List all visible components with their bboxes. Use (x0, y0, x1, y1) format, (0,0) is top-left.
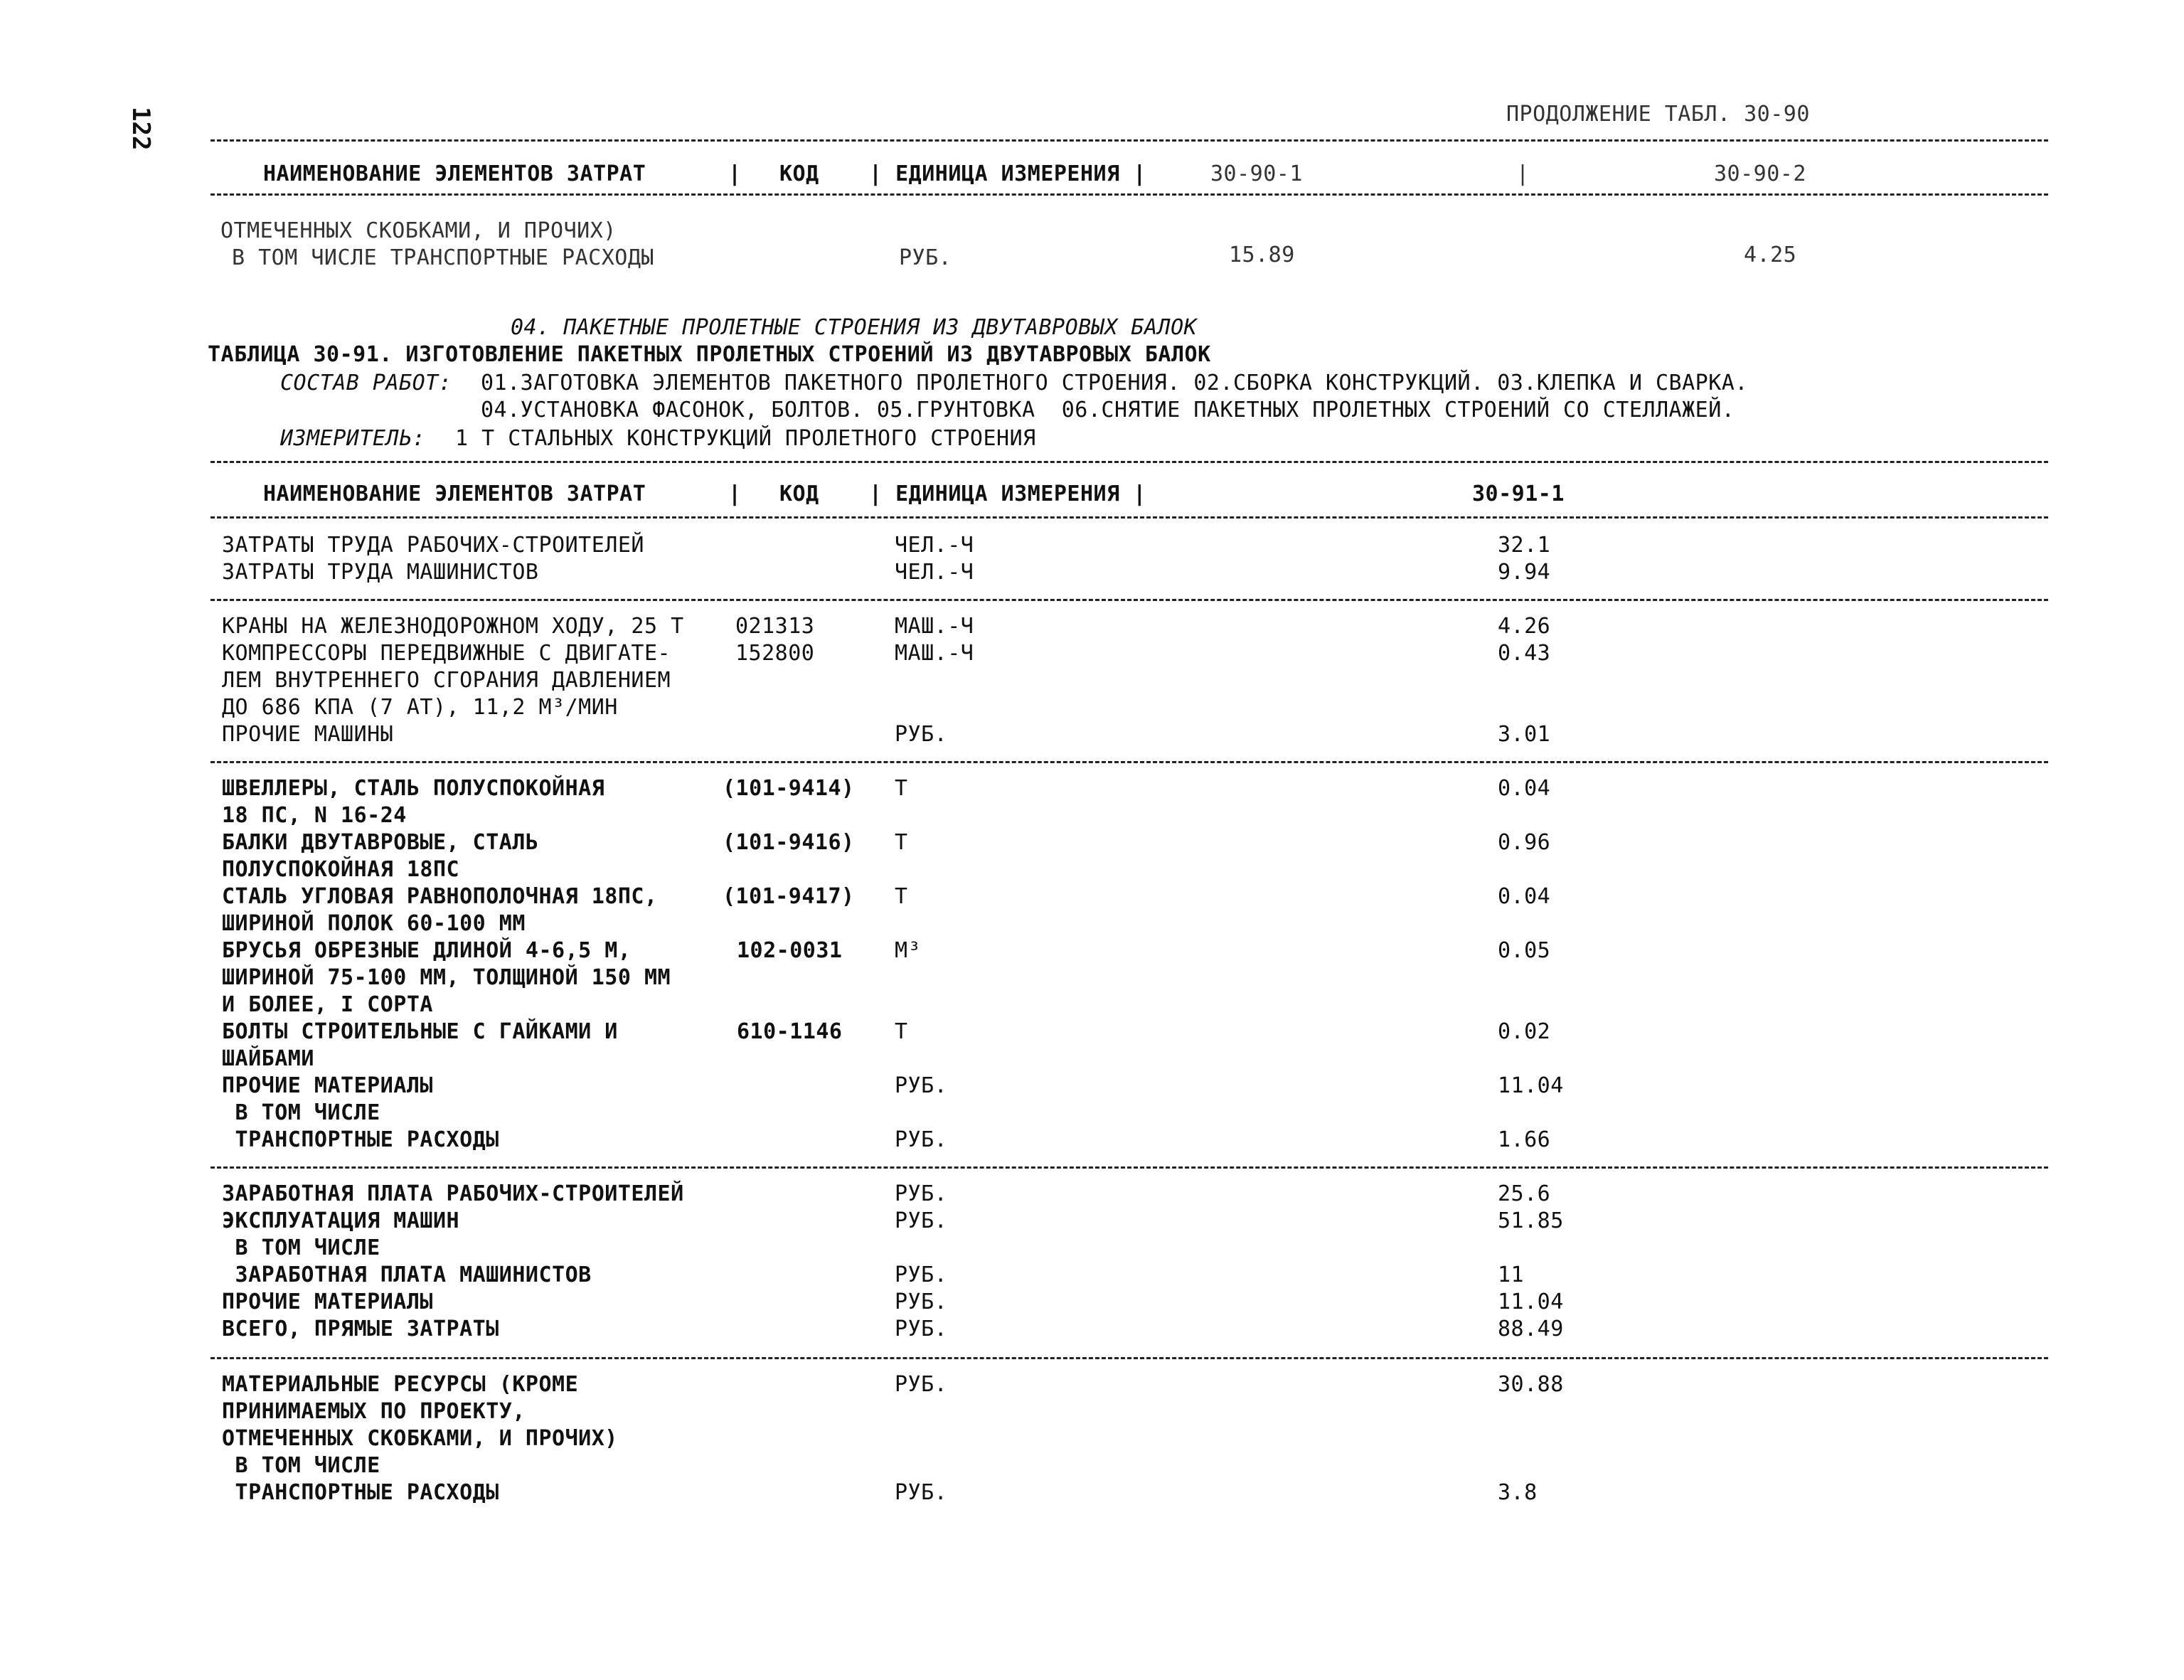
table-row-name: В ТОМ ЧИСЛЕ (222, 1235, 380, 1260)
table-row-value: 0.05 (1498, 938, 1551, 963)
table1-row-b-name: В ТОМ ЧИСЛЕ ТРАНСПОРТНЫЕ РАСХОДЫ (232, 245, 654, 270)
table-row-name: ТРАНСПОРТНЫЕ РАСХОДЫ (222, 1480, 499, 1505)
divider (211, 1166, 2048, 1169)
measure-label: ИЗМЕРИТЕЛЬ: (280, 426, 426, 451)
table-row-value: 0.04 (1498, 776, 1551, 801)
table-row-name: ТРАНСПОРТНЫЕ РАСХОДЫ (222, 1127, 499, 1152)
table-row-name: ЭКСПЛУАТАЦИЯ МАШИН (222, 1208, 460, 1233)
table-row-value: 88.49 (1498, 1317, 1564, 1341)
table1-header-name: НАИМЕНОВАНИЕ ЭЛЕМЕНТОВ ЗАТРАТ (263, 161, 646, 186)
table-row-code: 021313 (735, 614, 815, 639)
table-row-name: ПРОЧИЕ МАТЕРИАЛЫ (222, 1290, 433, 1314)
table-row-name: ЗАТРАТЫ ТРУДА МАШИНИСТОВ (222, 560, 539, 585)
table1-header-col1: 30-90-1 (1210, 161, 1303, 186)
table-row-code: 102-0031 (737, 938, 843, 963)
table-row-value: 1.66 (1498, 1127, 1551, 1152)
table-row-name: ЗАРАБОТНАЯ ПЛАТА РАБОЧИХ-СТРОИТЕЛЕЙ (222, 1181, 684, 1206)
work-line-2: 04.УСТАНОВКА ФАСОНОК, БОЛТОВ. 05.ГРУНТОВКА 06.СНЯТИЕ ПАКЕТНЫХ ПРОЛЕТНЫХ СТРОЕНИЙ СО СТЕЛЛАЖЕЙ. (481, 398, 1735, 422)
table-row-name: ПОЛУСПОКОЙНАЯ 18ПС (222, 857, 460, 882)
table-row-name: ДО 686 КПА (7 АТ), 11,2 М³/МИН (222, 695, 618, 720)
table-row-unit: Т (895, 776, 908, 801)
divider (211, 139, 2048, 142)
table-row-unit: РУБ. (895, 1181, 948, 1206)
table1-header-unit: | ЕДИНИЦА ИЗМЕРЕНИЯ | (869, 161, 1146, 186)
table-title: ТАБЛИЦА 30-91. ИЗГОТОВЛЕНИЕ ПАКЕТНЫХ ПРОЛЕТНЫХ СТРОЕНИЙ ИЗ ДВУТАВРОВЫХ БАЛОК (208, 342, 1211, 367)
table1-header-sep: | (728, 161, 742, 186)
table-row-name: В ТОМ ЧИСЛЕ (222, 1453, 380, 1478)
table2-header-sep: | (728, 482, 742, 506)
work-line-1: 01.ЗАГОТОВКА ЭЛЕМЕНТОВ ПАКЕТНОГО ПРОЛЕТНОГО СТРОЕНИЯ. 02.СБОРКА КОНСТРУКЦИЙ. 03.КЛЕПКА И СВАРКА. (481, 371, 1748, 395)
table-row-name: МАТЕРИАЛЬНЫЕ РЕСУРСЫ (КРОМЕ (222, 1372, 579, 1397)
table-row-unit: РУБ. (895, 1290, 948, 1314)
table-row-value: 25.6 (1498, 1181, 1551, 1206)
table-row-name: ВСЕГО, ПРЯМЫЕ ЗАТРАТЫ (222, 1317, 499, 1341)
table-row-value: 11 (1498, 1262, 1525, 1287)
table-row-unit: МАШ.-Ч (895, 641, 974, 666)
table-row-name: СТАЛЬ УГЛОВАЯ РАВНОПОЛОЧНАЯ 18ПС, (222, 884, 658, 909)
table-row-value: 3.8 (1498, 1480, 1538, 1505)
table-row-name: БОЛТЫ СТРОИТЕЛЬНЫЕ С ГАЙКАМИ И (222, 1019, 618, 1044)
divider (211, 461, 2048, 463)
table-row-value: 51.85 (1498, 1208, 1564, 1233)
table1-header-code: КОД (779, 161, 819, 186)
table2-header-unit: | ЕДИНИЦА ИЗМЕРЕНИЯ | (869, 482, 1146, 506)
table-row-unit: ЧЕЛ.-Ч (895, 533, 974, 558)
table1-row-b-v2: 4.25 (1744, 243, 1797, 267)
table1-header-col2: 30-90-2 (1714, 161, 1806, 186)
table-row-unit: Т (895, 830, 908, 855)
table-row-unit: Т (895, 1019, 908, 1044)
table-row-name: 18 ПС, N 16-24 (222, 803, 407, 828)
table-row-name: КОМПРЕССОРЫ ПЕРЕДВИЖНЫЕ С ДВИГАТЕ- (222, 641, 671, 666)
table-row-name: БРУСЬЯ ОБРЕЗНЫЕ ДЛИНОЙ 4-6,5 М, (222, 938, 632, 963)
table2-header-code: КОД (779, 482, 819, 506)
table-row-code: 152800 (735, 641, 815, 666)
measure-text: 1 Т СТАЛЬНЫХ КОНСТРУКЦИЙ ПРОЛЕТНОГО СТРОЕНИЯ (455, 426, 1036, 451)
table-row-unit: РУБ. (895, 1372, 948, 1397)
table-row-code: (101-9417) (723, 884, 855, 909)
table-row-unit: М³ (895, 938, 922, 963)
table-row-name: ЗАРАБОТНАЯ ПЛАТА МАШИНИСТОВ (222, 1262, 592, 1287)
divider (211, 1357, 2048, 1359)
table-row-value: 0.04 (1498, 884, 1551, 909)
table-row-code: (101-9416) (723, 830, 855, 855)
section-title: 04. ПАКЕТНЫЕ ПРОЛЕТНЫЕ СТРОЕНИЯ ИЗ ДВУТАВРОВЫХ БАЛОК (511, 315, 1198, 340)
divider (211, 599, 2048, 601)
divider (211, 516, 2048, 519)
table1-row-b-v1: 15.89 (1229, 243, 1295, 267)
table-row-name: ШИРИНОЙ 75-100 ММ, ТОЛЩИНОЙ 150 ММ (222, 965, 671, 990)
table-row-name: ШИРИНОЙ ПОЛОК 60-100 ММ (222, 911, 526, 936)
table-row-name: В ТОМ ЧИСЛЕ (222, 1100, 380, 1125)
table1-row-b-unit: РУБ. (899, 245, 952, 270)
table-row-value: 0.96 (1498, 830, 1551, 855)
continuation-header: ПРОДОЛЖЕНИЕ ТАБЛ. 30-90 (1506, 102, 1810, 127)
table-row-name: КРАНЫ НА ЖЕЛЕЗНОДОРОЖНОМ ХОДУ, 25 Т (222, 614, 684, 639)
table1-row-a: ОТМЕЧЕННЫХ СКОБКАМИ, И ПРОЧИХ) (220, 218, 617, 243)
work-label: СОСТАВ РАБОТ: (280, 371, 452, 395)
table-row-name: ОТМЕЧЕННЫХ СКОБКАМИ, И ПРОЧИХ) (222, 1426, 618, 1451)
table-row-unit: РУБ. (895, 1317, 948, 1341)
table-row-name: ПРОЧИЕ МАШИНЫ (222, 722, 394, 747)
divider (211, 193, 2048, 196)
table-row-value: 11.04 (1498, 1073, 1564, 1098)
table-row-unit: РУБ. (895, 1480, 948, 1505)
page-number: 122 (127, 107, 155, 151)
table-row-unit: РУБ. (895, 1073, 948, 1098)
table-row-unit: ЧЕЛ.-Ч (895, 560, 974, 585)
table-row-unit: РУБ. (895, 722, 948, 747)
table-row-name: ЛЕМ ВНУТРЕННЕГО СГОРАНИЯ ДАВЛЕНИЕМ (222, 668, 671, 693)
table-row-unit: РУБ. (895, 1262, 948, 1287)
table-row-name: ШВЕЛЛЕРЫ, СТАЛЬ ПОЛУСПОКОЙНАЯ (222, 776, 605, 801)
table-row-name: ШАЙБАМИ (222, 1046, 314, 1071)
table-row-value: 9.94 (1498, 560, 1551, 585)
table-row-value: 30.88 (1498, 1372, 1564, 1397)
table2-header-col1: 30-91-1 (1472, 482, 1565, 506)
table-row-unit: МАШ.-Ч (895, 614, 974, 639)
table-row-unit: Т (895, 884, 908, 909)
table-row-unit: РУБ. (895, 1127, 948, 1152)
table2-header-name: НАИМЕНОВАНИЕ ЭЛЕМЕНТОВ ЗАТРАТ (263, 482, 646, 506)
table-row-value: 11.04 (1498, 1290, 1564, 1314)
table-row-name: И БОЛЕЕ, I СОРТА (222, 992, 433, 1017)
table-row-unit: РУБ. (895, 1208, 948, 1233)
table-row-code: 610-1146 (737, 1019, 843, 1044)
table-row-name: ЗАТРАТЫ ТРУДА РАБОЧИХ-СТРОИТЕЛЕЙ (222, 533, 644, 558)
table-row-value: 4.26 (1498, 614, 1551, 639)
divider (211, 761, 2048, 763)
table-row-value: 0.43 (1498, 641, 1551, 666)
table-row-value: 0.02 (1498, 1019, 1551, 1044)
table-row-name: ПРИНИМАЕМЫХ ПО ПРОЕКТУ, (222, 1399, 526, 1424)
table-row-name: БАЛКИ ДВУТАВРОВЫЕ, СТАЛЬ (222, 830, 539, 855)
table-row-value: 3.01 (1498, 722, 1551, 747)
table-row-code: (101-9414) (723, 776, 855, 801)
table-row-name: ПРОЧИЕ МАТЕРИАЛЫ (222, 1073, 433, 1098)
table1-header-sep2: | (1516, 161, 1530, 186)
table-row-value: 32.1 (1498, 533, 1551, 558)
